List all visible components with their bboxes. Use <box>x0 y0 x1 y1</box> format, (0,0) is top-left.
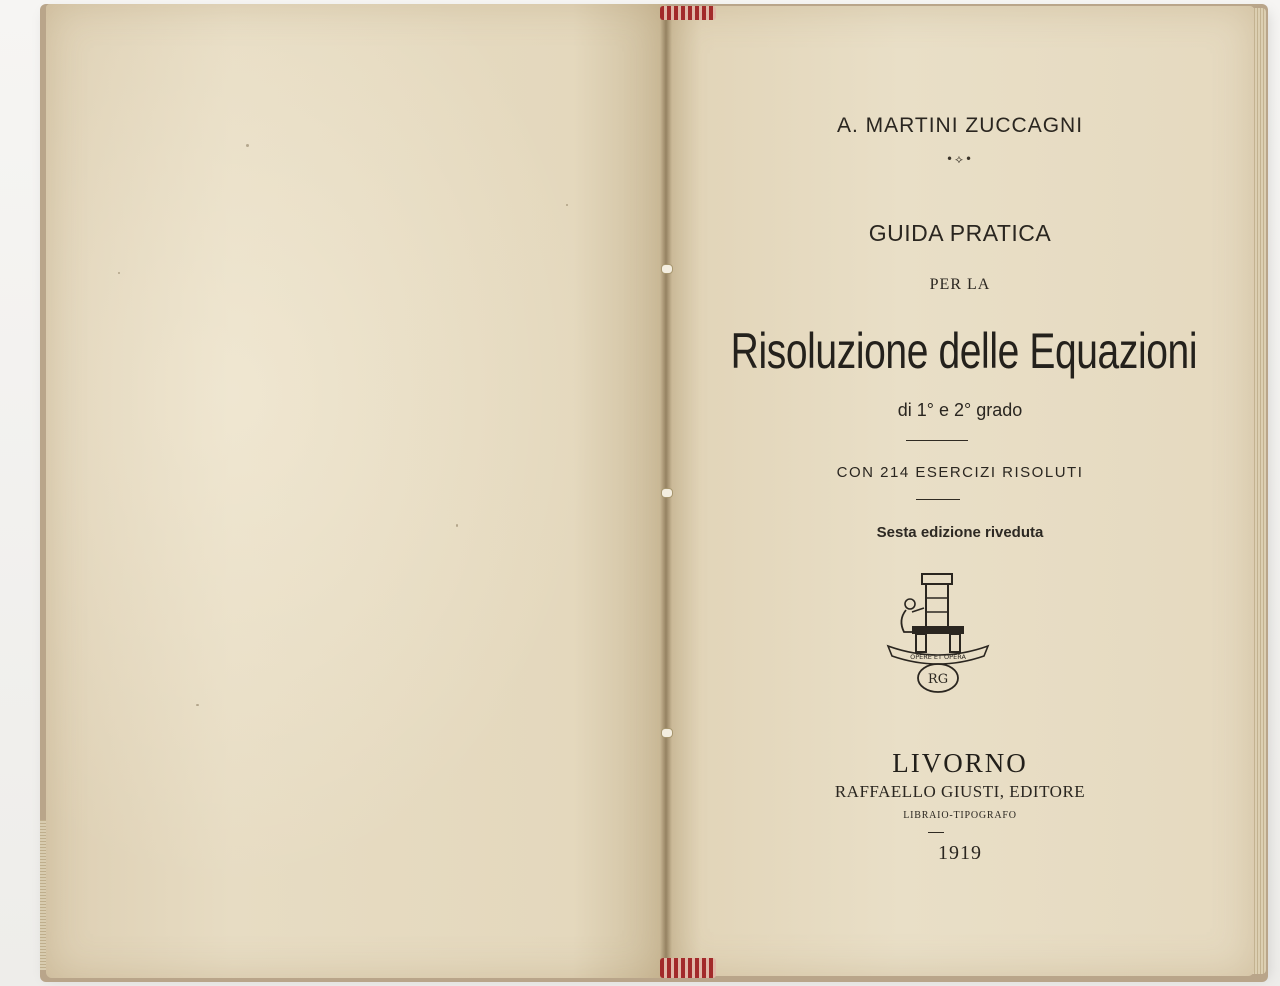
title-degree: di 1° e 2° grado <box>897 400 1023 420</box>
publication-city: LIVORNO <box>892 748 1028 778</box>
title-line-1: GUIDA PRATICA <box>868 220 1052 246</box>
headband-bottom <box>660 958 716 978</box>
subtitle: CON 214 ESERCIZI RISOLUTI <box>836 464 1084 481</box>
ornament-divider: •⟡• <box>945 152 975 166</box>
divider-rule <box>916 499 960 500</box>
edition-note: Sesta edizione riveduta <box>876 524 1044 541</box>
publisher-role: LIBRAIO-TIPOGRAFO <box>903 810 1017 821</box>
title-line-2: PER LA <box>929 276 991 293</box>
author-name: A. MARTINI ZUCCAGNI <box>836 114 1084 137</box>
emblem-motto: OPERE ET OPERA <box>910 653 966 661</box>
divider-rule <box>928 832 944 833</box>
emblem-monogram: RG <box>927 672 949 687</box>
divider-rule <box>906 440 968 441</box>
binding-stitch <box>661 728 673 738</box>
headband-top <box>660 6 716 20</box>
page-edge-stack-right <box>1252 8 1266 974</box>
binding-stitch <box>661 488 673 498</box>
printing-press-emblem-icon <box>876 568 1000 694</box>
left-blank-page <box>46 4 666 978</box>
binding-stitch <box>661 264 673 274</box>
publication-year: 1919 <box>938 842 982 864</box>
publisher-name: RAFFAELLO GIUSTI, EDITORE <box>834 782 1086 801</box>
main-title: Risoluzione delle Equazioni <box>730 323 1198 379</box>
